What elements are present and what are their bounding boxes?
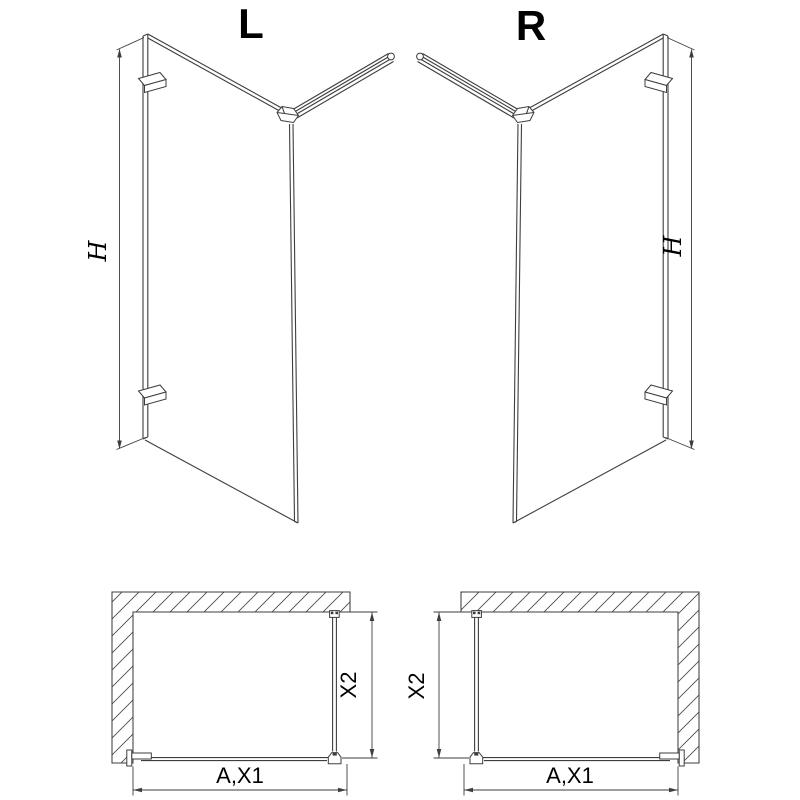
height-dimension-label-left: H	[84, 240, 112, 262]
width-dimension-label-left: A,X1	[216, 763, 264, 788]
variant-label-left: L	[238, 0, 264, 47]
depth-dimension-label-left: X2	[336, 671, 361, 699]
depth-dimension-label-right: X2	[404, 672, 429, 700]
variant-label-right: R	[515, 2, 547, 49]
width-dimension-label-right: A,X1	[546, 763, 594, 788]
height-dimension-label-right: H	[659, 235, 687, 257]
